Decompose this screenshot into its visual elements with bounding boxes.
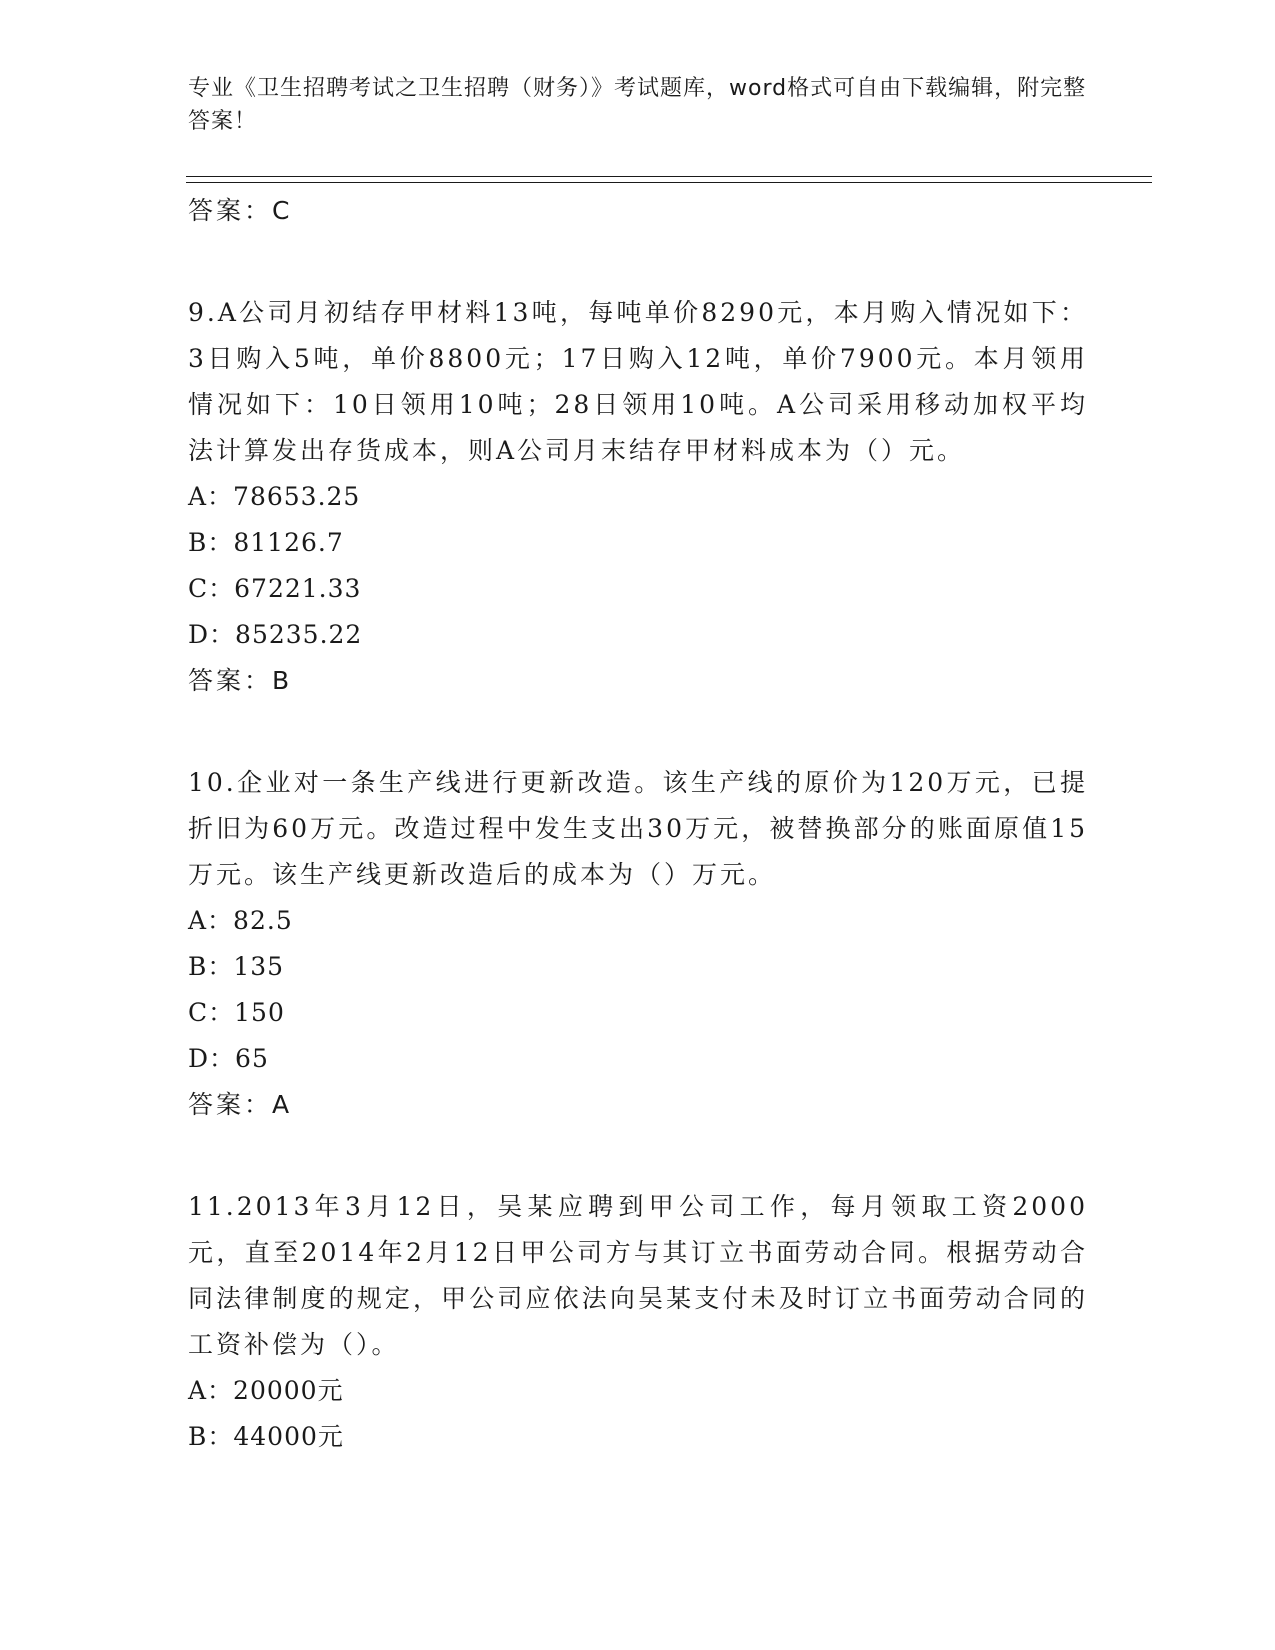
question-text: 11.2013年3月12日，吴某应聘到甲公司工作，每月领取工资2000元，直至2014年2月12日甲公司方与其订立书面劳动合同。根据劳动合同法律制度的规定，甲公司应依法向吴某支付未及时订立书面劳动合同的工资补偿为（）。: [188, 1192, 1088, 1359]
question-text: 10.企业对一条生产线进行更新改造。该生产线的原价为120万元，已提折旧为60万元。改造过程中发生支出30万元，被替换部分的账面原值15万元。该生产线更新改造后的成本为（）万元。: [188, 768, 1088, 889]
document-body: [188, 188, 1088, 1460]
header-divider: [186, 176, 1152, 183]
option-d: D：65: [188, 1044, 269, 1073]
previous-answer: 答案：C: [188, 196, 293, 225]
option-b: B：81126.7: [188, 528, 344, 557]
option-c: C：150: [188, 998, 285, 1027]
option-c: C：67221.33: [188, 574, 362, 603]
option-b: B：44000元: [188, 1422, 344, 1451]
option-a: A：20000元: [188, 1376, 344, 1405]
option-a: A：82.5: [188, 906, 293, 935]
page-header: [188, 72, 1088, 138]
option-a: A：78653.25: [188, 482, 361, 511]
question-11: [188, 1184, 1088, 1460]
question-10: [188, 760, 1088, 1128]
document-title: 专业《卫生招聘考试之卫生招聘（财务）》考试题库，word格式可自由下载编辑，附完整答案！: [188, 76, 1087, 134]
option-d: D：85235.22: [188, 620, 363, 649]
question-9: [188, 290, 1088, 704]
answer-line: 答案：B: [188, 666, 293, 695]
option-b: B：135: [188, 952, 285, 981]
question-text: 9.A公司月初结存甲材料13吨，每吨单价8290元，本月购入情况如下：3日购入5吨，单价8800元；17日购入12吨，单价7900元。本月领用情况如下：10日领用10吨；28日领用10吨。A公司采用移动加权平均法计算发出存货成本，则A公司月末结存甲材料成本为（）元。: [188, 298, 1088, 465]
answer-line: 答案：A: [188, 1090, 293, 1119]
